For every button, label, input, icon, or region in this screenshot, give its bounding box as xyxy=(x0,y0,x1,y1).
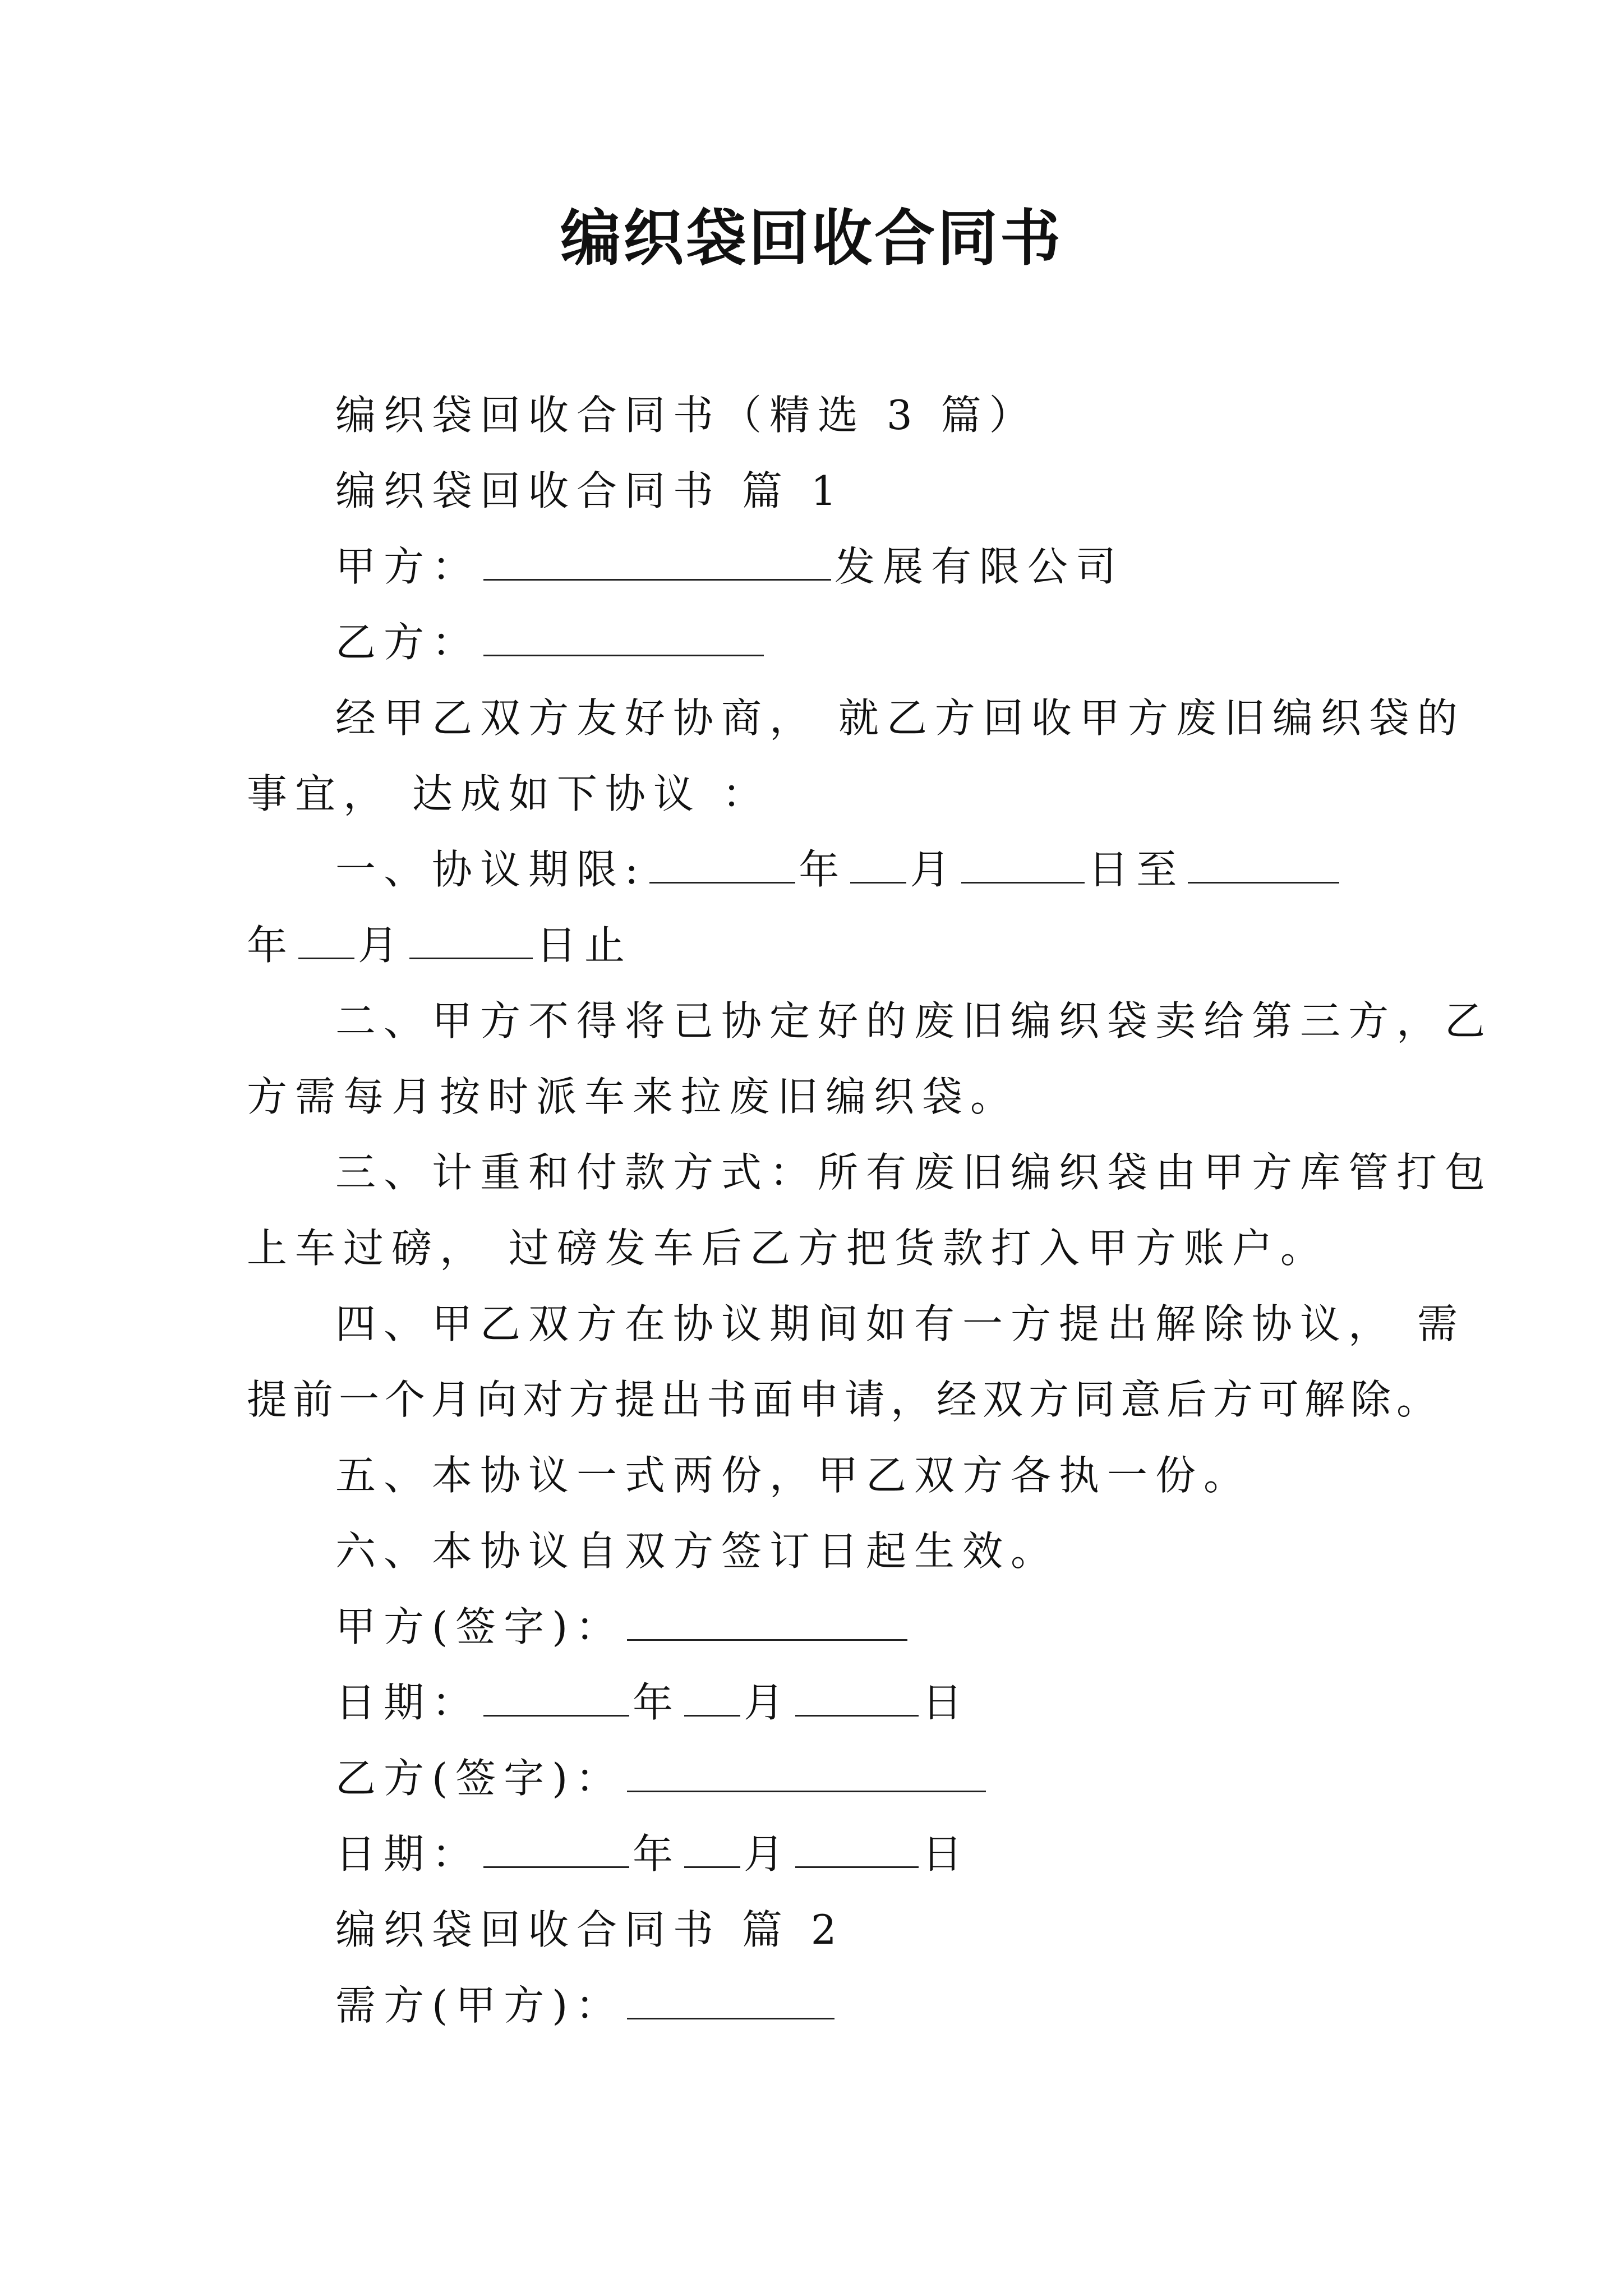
sign-a-line xyxy=(335,1599,911,1655)
year-label: 年 xyxy=(799,846,847,893)
end-day-blank[interactable] xyxy=(409,923,533,959)
party-b-line xyxy=(335,614,767,670)
start-year-blank[interactable] xyxy=(649,847,795,884)
until-day-label: 日至 xyxy=(1088,846,1185,893)
date-a-year-blank[interactable] xyxy=(483,1680,629,1717)
clause3-line-1: 三、计重和付款方式：所有废旧编织袋由甲方库管打包 xyxy=(335,1149,1493,1196)
clause2-line-2: 方需每月按时派车来拉废旧编织袋。 xyxy=(247,1073,1019,1120)
sign-b-label: 乙方(签字)： xyxy=(335,1755,624,1802)
start-day-blank[interactable] xyxy=(961,847,1085,884)
part2-heading: 编织袋回收合同书 篇 2 xyxy=(335,1906,845,1953)
date-label: 日期： xyxy=(335,1679,481,1726)
day-label: 日 xyxy=(922,1679,971,1726)
buyer-blank[interactable] xyxy=(627,1983,834,2019)
clause5: 五、本协议一式两份，甲乙双方各执一份。 xyxy=(335,1452,1252,1499)
intro-line-1: 经甲乙双方友好协商， 就乙方回收甲方废旧编织袋的 xyxy=(335,694,1465,742)
sign-b-blank[interactable] xyxy=(627,1756,986,1792)
start-month-blank[interactable] xyxy=(850,847,906,884)
month-label: 月 xyxy=(744,1830,792,1878)
sign-a-label: 甲方(签字)： xyxy=(335,1603,624,1650)
clause6: 六、本协议自双方签订日起生效。 xyxy=(335,1527,1059,1575)
party-b-blank[interactable] xyxy=(483,620,764,656)
party-a-label: 甲方： xyxy=(335,543,481,590)
clause4-line-1: 四、甲乙双方在协议期间如有一方提出解除协议， 需 xyxy=(335,1300,1465,1347)
date-b-month-blank[interactable] xyxy=(684,1832,740,1868)
date-a-day-blank[interactable] xyxy=(795,1680,919,1717)
party-a-suffix: 发展有限公司 xyxy=(834,543,1124,590)
date-a-line xyxy=(335,1674,970,1731)
year-label: 年 xyxy=(633,1830,681,1878)
month-label: 月 xyxy=(744,1679,792,1726)
date-b-line xyxy=(335,1826,970,1882)
intro-line-2: 事宜， 达成如下协议 ： xyxy=(247,770,771,817)
day-label: 日 xyxy=(922,1830,971,1878)
clause2-line-1: 二、甲方不得将已协定好的废旧编织袋卖给第三方，乙 xyxy=(335,997,1493,1045)
date-a-month-blank[interactable] xyxy=(684,1680,740,1717)
part1-heading: 编织袋回收合同书 篇 1 xyxy=(335,467,845,514)
end-day-label: 日止 xyxy=(536,922,633,969)
date-label: 日期： xyxy=(335,1830,481,1878)
month-label: 月 xyxy=(910,846,958,893)
sign-b-line xyxy=(335,1750,989,1806)
end-year-blank[interactable] xyxy=(1188,847,1339,884)
date-b-year-blank[interactable] xyxy=(483,1832,629,1868)
document-title: 编织袋回收合同书 xyxy=(560,203,1063,274)
date-b-day-blank[interactable] xyxy=(795,1832,919,1868)
buyer-label: 需方(甲方)： xyxy=(335,1982,624,2029)
collection-heading: 编织袋回收合同书（精选 3 篇） xyxy=(335,392,1038,439)
clause4-line-2: 提前一个月向对方提出书面申请，经双方同意后方可解除。 xyxy=(247,1376,1443,1423)
term-label: 一、协议期限: xyxy=(335,846,647,893)
term-line-1 xyxy=(335,841,1343,898)
sign-a-blank[interactable] xyxy=(627,1604,907,1641)
end-month-blank[interactable] xyxy=(298,923,354,959)
year-label: 年 xyxy=(247,922,296,969)
party-b-label: 乙方： xyxy=(335,619,481,666)
party-a-line xyxy=(335,539,1124,595)
term-line-2 xyxy=(247,917,633,973)
party-a-blank[interactable] xyxy=(483,544,831,581)
clause3-line-2: 上车过磅， 过磅发车后乙方把货款打入甲方账户。 xyxy=(247,1225,1329,1272)
buyer-line xyxy=(335,1977,838,2033)
month-label: 月 xyxy=(358,922,407,969)
year-label: 年 xyxy=(633,1679,681,1726)
